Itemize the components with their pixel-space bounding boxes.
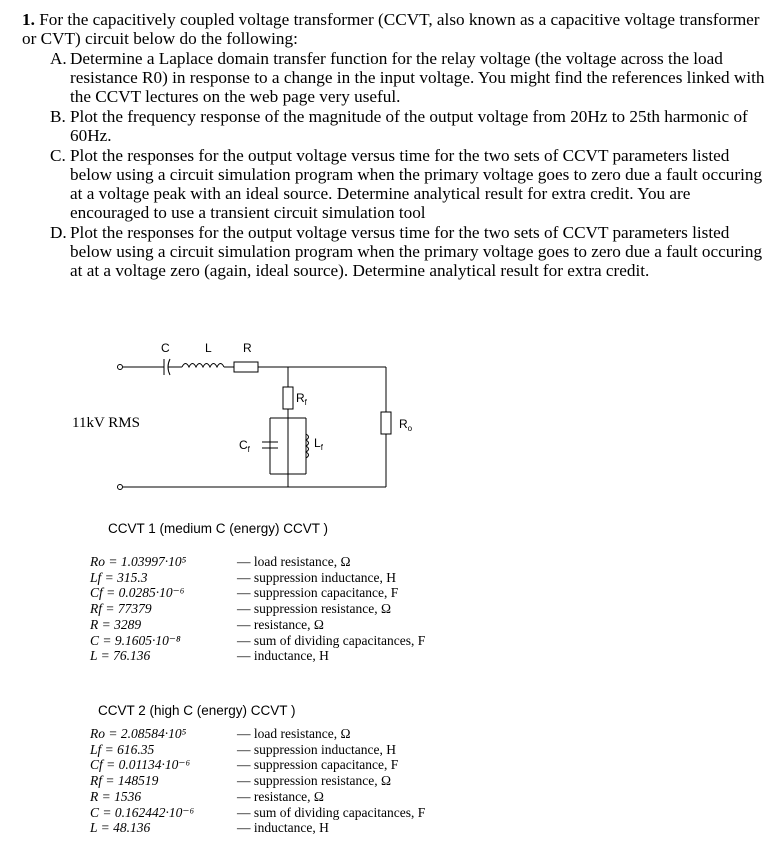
label-rf-main: R [296,391,305,405]
label-l: L [205,341,212,355]
table-row [90,805,425,821]
part-b-letter: B. [50,107,66,126]
param-desc: — suppression inductance, H [237,569,396,585]
table-row [90,757,425,773]
part-d-letter: D. [50,223,67,242]
param-value: Rf = 77379 [90,601,152,617]
table-row [90,554,425,570]
problem-number: 1. [22,10,35,29]
param-desc: — suppression capacitance, F [237,757,399,773]
resistor-r [234,362,258,372]
param-value: Lf = 315.3 [90,569,148,585]
param-desc: — suppression capacitance, F [237,585,399,601]
label-rf-sub: f [304,398,307,407]
param-value: L = 48.136 [90,820,151,836]
table-row [90,601,425,617]
label-ro [399,417,413,433]
label-lf-sub: f [320,443,323,452]
label-rf [296,391,308,407]
param-desc: — sum of dividing capacitances, F [237,632,426,648]
part-a-text: Determine a Laplace domain transfer function for the relay voltage (the voltage across the load resistance R0) in response to a change in the input voltage. You might find the references linked with the CCVT lectures on the web page very useful. [70,49,765,106]
label-r: R [243,341,252,355]
ccvt1-parameter-table [90,554,425,664]
param-desc: — resistance, Ω [237,788,324,804]
table-row [90,773,425,789]
param-desc: — load resistance, Ω [237,554,351,569]
part-b-text: Plot the frequency response of the magnitude of the output voltage from 20Hz to 25th harmonic of 60Hz. [70,107,748,145]
table-row [90,617,425,633]
param-desc: — suppression resistance, Ω [237,773,392,789]
param-desc: — suppression inductance, H [237,741,396,757]
ccvt2-title: CCVT 2 (high C (energy) CCVT ) [98,703,296,718]
label-cf-sub: f [247,445,250,454]
param-value: Rf = 148519 [90,773,159,789]
part-a-letter: A. [50,49,67,68]
problem-intro [22,10,767,48]
label-cf [239,438,251,454]
param-value: Ro = 1.03997·10⁵ [90,554,187,569]
param-value: Cf = 0.01134·10⁻⁶ [90,757,191,773]
table-row [90,742,425,758]
label-ro-main: R [399,417,408,431]
source-label: 11kV RMS [72,415,140,431]
param-desc: — load resistance, Ω [237,726,351,741]
param-desc: — resistance, Ω [237,616,324,632]
param-value: Lf = 616.35 [90,741,155,757]
ccvt1-title: CCVT 1 (medium C (energy) CCVT ) [108,521,329,536]
param-value: L = 76.136 [90,648,151,664]
problem-intro-text: For the capacitively coupled voltage transformer (CCVT, also known as a capacitive voltage transformer or CVT) circuit below do the following: [22,10,760,48]
inductor-lf [306,434,309,458]
param-value: C = 0.162442·10⁻⁶ [90,804,195,820]
ccvt2-parameter-table [90,726,425,836]
table-row [90,726,425,742]
label-ro-sub: o [407,424,413,433]
table-row [90,585,425,601]
param-value: R = 1536 [90,788,142,804]
resistor-rf [283,387,293,409]
label-cf-main: C [239,438,248,452]
param-desc: — inductance, H [237,820,329,836]
part-c-text: Plot the responses for the output voltage versus time for the two sets of CCVT parameters listed below using a circuit simulation program when the primary voltage goes to zero due a fault occuring at a voltage peak with an ideal source. Determine analytical result for extra credit. You are encouraged to use a transient circuit simulation tool [70,146,763,222]
param-desc: — sum of dividing capacitances, F [237,804,426,820]
param-desc: — inductance, H [237,648,329,664]
part-d [50,223,767,280]
param-value: R = 3289 [90,616,142,632]
table-row [90,789,425,805]
label-c: C [161,341,170,355]
capacitor-c-plate-2 [168,359,170,375]
part-d-text: Plot the responses for the output voltage versus time for the two sets of CCVT parameters listed below using a circuit simulation program when the primary voltage goes to zero due a fault occuring at at a voltage zero (again, ideal source). Determine analytical result for extra credit. [70,223,763,280]
table-row [90,633,425,649]
label-lf [314,436,324,452]
label-lf-main: L [314,436,321,450]
inductor-l [182,364,224,368]
part-a [50,49,767,106]
param-value: Ro = 2.08584·10⁵ [90,726,187,741]
part-c-letter: C. [50,146,66,165]
param-value: Cf = 0.0285·10⁻⁶ [90,585,185,601]
part-c [50,146,767,222]
table-row [90,648,425,664]
table-row [90,820,425,836]
problem-statement [22,10,767,280]
param-value: C = 9.1605·10⁻⁸ [90,632,181,648]
input-terminal-top [118,365,123,370]
table-row [90,570,425,586]
input-terminal-bottom [118,485,123,490]
param-desc: — suppression resistance, Ω [237,601,392,617]
resistor-ro [381,412,391,434]
part-b [50,107,767,145]
